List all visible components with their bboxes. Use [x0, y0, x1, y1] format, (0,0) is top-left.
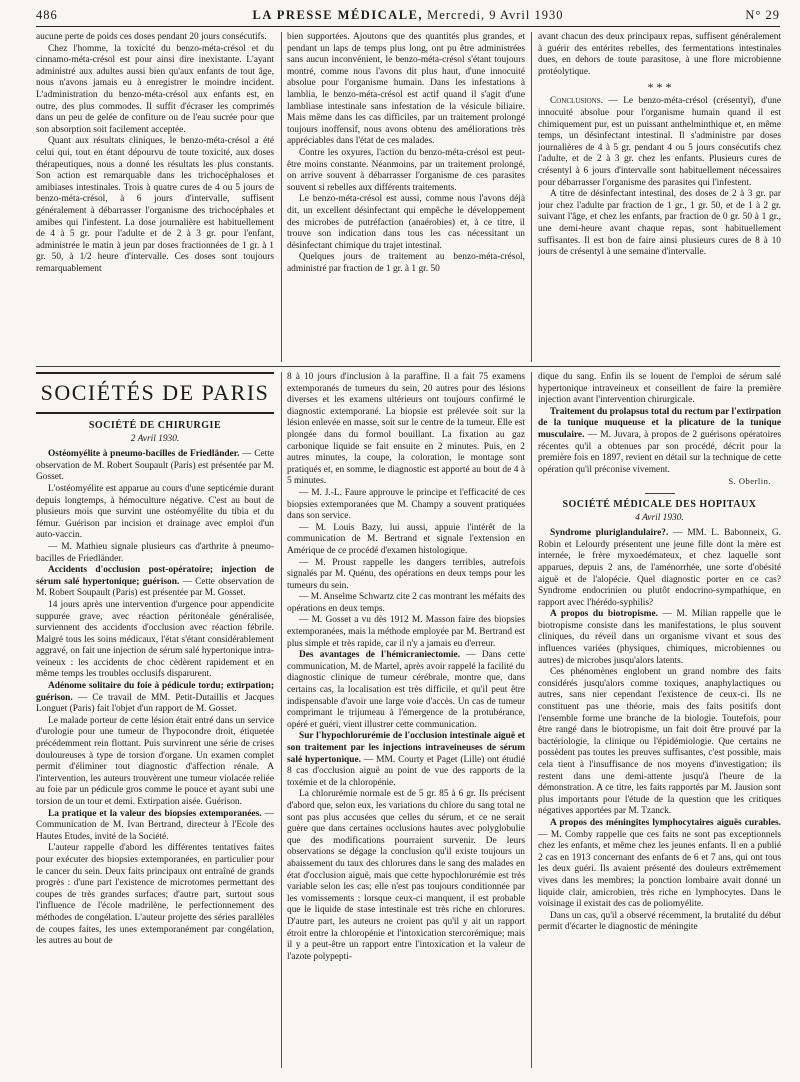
divider	[645, 493, 675, 494]
paragraph: — M. Mathieu signale plusieurs cas d'arthrite à pneumo-bacilles de Friedländer.	[36, 541, 274, 564]
paragraph: aucune perte de poids ces doses pendant 20 jours consécutifs.	[36, 32, 267, 42]
report-paragraph: La pratique et la valeur des biopsies extemporanées. — Communication de M. Ivan Bertrand, directeur à l'Ecole des Hautes Etudes, invité de la Société.	[36, 808, 274, 842]
chirurgie-column	[36, 416, 274, 1068]
column-divider	[531, 372, 532, 1068]
conclusions-text: — Le benzo-méta-crésol (crésentyl), d'une innocuité absolue pour l'organisme humain quand il est chimiquement pur, est un puissant anthelminthique et, en même temps, un désinfectant intestinal. Il s'administre par doses journalières de 4 à 5 gr. pendant 4 ou 5 jours consécutifs chez l'adulte, et de 2 à 3 gr. chez les enfants. Plusieurs cures de crésentyl à 6 jours d'intervalle sont habituellement nécessaires pour débarrasser l'organisme des parasites qui l'infestent.	[538, 96, 781, 188]
page-header	[36, 4, 780, 27]
report-paragraph: Ostéomyélite à pneumo-bacilles de Friedländer. — Cette observation de M. Robert Soupault (Paris) est présentée par M. Gosset.	[36, 449, 274, 483]
column-divider	[531, 32, 532, 362]
paragraph: 14 jours après une intervention d'urgence pour appendicite suppurée grave, avec réaction péritonéale généralisée, surviennent des accidents d'occlusion avec réaction fébrile. Malgré tous les soins médicaux, l'état s'étant considérablement aggravé, on fait une injection de sérum salé hypertonique intra-veineux : les accidents de choc cèdèrent rapidement et en même temps les troubles occlusifs disparurent.	[36, 599, 274, 680]
societes-heading: SOCIÉTÉS DE PARIS	[36, 372, 274, 414]
section-separator-stars: * * *	[647, 80, 672, 95]
article-column-3	[538, 32, 781, 362]
report-paragraph: A propos des méningites lymphocytaires aiguës curables. — M. Comby rappelle que ces faits ne sont pas exceptionnels chez les enfants, et même chez les jeunes enfants. Il en a publié 2 cas en 1913 concernant des enfants de 6 et 7 ans, qui ont tous les deux guéri. Ils avaient présenté des douleurs extrêmement vives dans les membres; la ponction lombaire avait donné un liquide clair, amicrobien, très riche en lymphocytes. Dans le voisinage il existait des cas de poliomyélite.	[538, 817, 781, 910]
report-paragraph: A propos du biotropisme. — M. Milian rappelle que le biotropisme consiste dans les manifestations, le plus souvent cliniques, du réveil dans un organisme vivant et sous des influences variées (physiques, chimiques, microbiennes ou autres) de microbes jusqu'alors latents.	[538, 609, 781, 666]
paragraph: Quant aux résultats cliniques, le benzo-méta-crésol a été celui qui, tout en étant dépourvu de toute toxicité, aux doses thérapeutiques, nous a donné les résultats les plus constants. Son action est remarquable dans les trichocéphaloses et amibiases intestinales. Trois à quatre cures de 4 ou 5 jours de benzo-méta-crésol, à 6 jours d'intervalle, suffisent généralement à débarrasser l'organisme des trichocéphales et amibes qui l'infestent. La dose journalière est habituellement de 4 à 5 gr. pour l'adulte et de 2 à 3 gr. pour l'enfant, administrée le matin à jeun par doses fractionnées de 1 gr. à 1 gr. 50, à 1/2 heure d'intervalle. Ces doses sont toujours remarquablement	[36, 136, 274, 274]
society-title: SOCIÉTÉ MÉDICALE DES HOPITAUX	[562, 498, 757, 510]
paragraph: dique du sang. Enfin ils se louent de l'emploi de sérum salé hypertonique intraveineux et conseillent de faire la première injection avant l'intervention chirurgicale.	[538, 372, 781, 406]
report-heading: Des avantages de l'hémicraniectomie.	[299, 650, 461, 661]
page-number: 486	[36, 8, 58, 22]
paragraph: Contre les oxyures, l'action du benzo-méta-crésol est peut-être moins constante. Néanmoins, par un traitement prolongé, on arrive souvent à débarrasser l'organisme de ces parasites souvent si rebelles aux différents traitements.	[287, 147, 525, 193]
paragraph: — M. Louis Bazy, lui aussi, appuie l'intérêt de la communication de M. Bertrand et signale l'extension en Amérique de ce procédé d'examen histologique.	[287, 522, 525, 556]
paragraph: — M. Gosset a vu dès 1912 M. Masson faire des biopsies extemporanées, mais la méthode employée par M. Bertrand est plus simple et très rapide, car il n'y a jamais eu d'erreur.	[287, 615, 525, 649]
society-title: SOCIÉTÉ DE CHIRURGIE	[88, 420, 222, 431]
conclusions-label: Conclusions.	[550, 96, 603, 107]
column-divider	[281, 32, 282, 362]
paragraph: Le malade porteur de cette lésion était entré dans un service d'urologie pour une tumeur de l'hypocondre droit, étiquetée précédemment rein flottant. Puis survinrent une série de crises douloureuses à type de torsion d'organe. Un examen complet permit d'éliminer tout diagnostic d'affection rénale. A l'intervention, les auteurs trouvèrent une tumeur violacée reliée au foie par un pédicule gros comme le pouce et ayant subi une torsion de un tour et demi. Extirpation aisée. Guérison.	[36, 715, 274, 807]
paragraph: — M. Anselme Schwartz cite 2 cas montrant les méfaits des opérations en deux temps.	[287, 592, 525, 614]
paragraph: A titre de désinfectant intestinal, des doses de 2 à 3 gr. par jour chez l'adulte par fraction de 1 gr., 1 gr. 50, et de 1 à 2 gr. suivant l'âge, et chez les enfants, par fraction de 0 gr. 50 à 1 gr., une demi-heure avant chaque repas, sont habituellement suffisantes. Il est bon de faire ainsi plusieurs cures de 8 à 10 jours de crésentyl à une semaine d'intervalle.	[538, 189, 781, 258]
author-signature: S. Oberlin.	[728, 476, 771, 487]
paragraph: avant chacun des deux principaux repas, suffisent généralement à guérir des entérites rebelles, des fermentations intestinales dues, en dehors de toute parasitose, à une flore microbienne protéolytique.	[538, 32, 781, 77]
column-divider	[281, 372, 282, 1068]
article-column-2	[287, 32, 525, 362]
report-paragraph: Syndrome pluriglandulaire?. — MM. L. Babonneix, G. Robin et Lelourdy présentent une jeune fille dont la mère est internée, le frère myxoedémateux, et chez laquelle sont apparues, depuis 2 ans, de l'aménorrhée, une sorte d'obésité aiguë et de l'alopécie. Quel diagnostic porter en ce cas? Syndrome endocrinien ou plutôt endocrino-sympathique, en rapport avec l'hérédo-syphilis?	[538, 528, 781, 608]
report-heading: Accidents d'occlusion post-opératoire; injection de sérum salé hypertonique; guérison.	[36, 565, 274, 587]
paragraph: L'ostéomyélite est apparue au cours d'une septicémie durant depuis longtemps, à hémoculture négative. C'est au bout de plusieurs mois que survint une ostéomyélite du tibia et du fémur. Guérison par incision et drainage avec emploi d'un auto-vaccin.	[36, 483, 274, 541]
report-heading: Traitement du prolapsus total du rectum par l'extirpation de la tunique muqueuse et la plicature de la tunique musculaire.	[538, 406, 781, 440]
society-date: 2 Avril 1930.	[130, 433, 180, 444]
paragraph: Ces phénomènes englobent un grand nombre des faits considérés jusqu'alors comme toxiques, anaphylactiques ou autres, sans nier cependant l'existence de ceux-ci. Ils ne constituent pas une théorie, mais des faits positifs dont l'ensemble forme une branche de la biologie. Toutefois, pour être rangé dans le biotropisme, un fait doit être prouvé par la bactériologie, la clinique ou l'épidémiologie. Que certains ne possèdent pas toutes les preuves suffisantes, c'est possible, mais cela tient à l'insuffisance de nos moyens d'investigation; ils restent dans une demi-attente jusqu'à l'heure de la démonstration. A ce titre, les faits rapportés par M. Jausion sont plus importants pour l'étude de la question que les critiques négatives apportées par M. Tzanck.	[538, 667, 781, 817]
paragraph: — M. J.-L. Faure approuve le principe et l'efficacité de ces biopsies extemporanées que M. Champy a souvent pratiquées dans son service.	[287, 487, 525, 522]
report-paragraph: Traitement du prolapsus total du rectum par l'extirpation de la tunique muqueuse et la plicature de la tunique musculaire. — M. Juvara, à propos de 2 guérisons opératoires récentes qu'il a obtenues par son procédé, décrit pour la première fois en 1897, revient en détail sur la technique de cette opération qu'il préconise vivement.	[538, 406, 781, 475]
report-heading: Adénome solitaire du foie à pédicule tordu; extirpation; guérison.	[36, 681, 274, 703]
hopitaux-column	[538, 372, 781, 1068]
report-heading: Sur l'hypochlorurémie de l'occlusion intestinale aiguë et son traitement par les injections intraveineuses de sérum salé hypertonique.	[287, 731, 525, 765]
report-paragraph: Accidents d'occlusion post-opératoire; injection de sérum salé hypertonique; guérison. — Cette observation de M. Robert Soupault (Paris) est présentée par M. Gosset.	[36, 565, 274, 599]
report-paragraph: Des avantages de l'hémicraniectomie. — Dans cette communication, M. de Martel, après avoir rappelé la facilité du diagnostic clinique de tumeur cérébrale, montre que, dans certains cas, la localisation est très difficile, et qu'il peut être indispensable d'avoir une large voie d'accès. Un cas de tumeur comprimant le trijumeau à l'émergence de la protubérance, opéré et guéri, vient illustrer cette communication.	[287, 650, 525, 730]
paragraph: Le benzo-méta-crésol est aussi, comme nous l'avons déjà dit, un excellent désinfectant qui empêche le développement des microbes de putréfaction (anaérobies) et, à ce titre, il trouve son indication dans tous les cas nécessitant un désinfectant chimique du trajet intestinal.	[287, 194, 525, 251]
journal-title	[36, 8, 780, 23]
article-column-1	[36, 32, 274, 362]
paragraph: Quelques jours de traitement au benzo-méta-crésol, administré par fraction de 1 gr. à 1 gr. 50	[287, 252, 525, 274]
paragraph: L'auteur rappelle d'abord les différentes tentatives faites pour exécuter des biopsies extemporanées, en particulier pour le cancer du sein. Deux faits principaux ont entraîné de grands progrès : d'une part l'existence de microtomes permettant des coupes de très grandes surfaces; d'autre part, surtout sous l'influence de l'école madrilène, le perfectionnement des méthodes de congélation. L'auteur projette des séries parallèles de coupes faites, les unes extemporanément par congélation, les autres au bout de	[36, 843, 274, 947]
paragraph: La chlorurémie normale est de 5 gr. 85 à 6 gr. Ils précisent d'abord que, selon eux, les variations du chlore du sang total ne sont pas plus accusées que celles du sérum, et ce ne serait guère que dans certaines occlusions hautes avec polyglobulie que des modifications pourraient survenir. De leurs observations se dégage la conclusion qu'il existe toujours un abaissement du taux des chlorures dans le sang des malades en état d'occlusion aiguë, mais que cette hypochlorurémie est très variable selon les cas; elle n'est pas toujours conditionnée par les vomissements : lorsque ceux-ci manquent, il est probable que le liquide de stase intestinale est très riche en chlorures. D'autre part, les auteurs ne croient pas qu'il y ait un rapport étroit entre la chloropénie et l'intoxication stercorémique; mais il y a peut-être un rapport entre l'intoxication et la valeur de l'azote polypepti-	[287, 789, 525, 962]
report-heading: A propos des méningites lymphocytaires aiguës curables.	[550, 817, 781, 828]
issue-date: Mercredi, 9 Avril 1930	[427, 8, 564, 22]
report-heading: A propos du biotropisme.	[550, 609, 658, 620]
section-divider	[36, 366, 780, 367]
society-date: 4 Avril 1930.	[635, 512, 684, 523]
report-heading: La pratique et la valeur des biopsies extemporanées.	[48, 808, 262, 819]
paragraph: bien supportées. Ajoutons que des quantités plus grandes, et pendant un laps de temps plus long, ont pu être administrées sans aucun inconvénient, le benzo-méta-crésol s'étant toujours montré, comme nous l'avons dit plus haut, d'une innocuité absolue pour l'organisme humain. Dans les infestations à lamblia, le benzo-méta-crésol est actif quand il s'agit d'une lambliase intestinale sans infestation de la vésicule biliaire. Mais même dans les cas difficiles, par un traitement prolongé toujours inoffensif, nous avons obtenu des améliorations très appréciables dans l'état de ces malades.	[287, 32, 525, 147]
paragraph: Chez l'homme, la toxicité du benzo-méta-crésol et du cinnamo-méta-crésol est pour ainsi dire inexistante. L'ayant administré aux adultes aussi bien qu'aux enfants de tout âge, nous n'avons jamais eu à enregistrer le moindre incident. L'administration du benzo-méta-crésol aux enfants est, en outre, des plus commodes. Il suffit d'écraser les comprimés dans un peu de gelée de confiture ou de l'eau sucrée pour que son absorption soit facilement acceptée.	[36, 43, 274, 135]
report-paragraph: Adénome solitaire du foie à pédicule tordu; extirpation; guérison. — Ce travail de MM. Petit-Dutaillis et Jacques Longuet (Paris) fait l'objet d'un rapport de M. Gosset.	[36, 681, 274, 715]
paragraph: — M. Proust rappelle les dangers terribles, autrefois signalés par M. Quénu, des opérations en deux temps pour les tumeurs du sein.	[287, 557, 525, 591]
issue-number: N° 29	[745, 8, 780, 22]
conclusions-paragraph	[538, 96, 781, 189]
report-heading: Ostéomyélite à pneumo-bacilles de Friedländer.	[48, 449, 240, 460]
paragraph: Dans un cas, qu'il a observé récemment, la brutalité du début permit d'écarter le diagnostic de méningite	[538, 910, 781, 933]
journal-name: LA PRESSE MÉDICALE,	[252, 8, 424, 22]
paragraph: 8 à 10 jours d'inclusion à la paraffine. Il a fait 75 examens extemporanés de tumeurs du sein, 20 autres pour des lésions diverses et les examens ultérieurs ont toujours confirmé le diagnostic extemporané. La biopsie est prélevée soit sur la lésion enlevée en masse, soit sur le centre de la tumeur. Elle est plongée dans du formol bouillant. La fixation au gaz carbonique liquide se fait ensuite en 2 minutes. Puis, en 2 autres minutes, la coupe, la coloration, le montage sont pratiqués et, en somme, le diagnostic est apporté au bout de 4 à 5 minutes.	[287, 372, 525, 487]
report-paragraph: Sur l'hypochlorurémie de l'occlusion intestinale aiguë et son traitement par les injections intraveineuses de sérum salé hypertonique. — MM. Courty et Paget (Lille) ont étudié 8 cas d'occlusion aiguë au point de vue des rapports de la toxémie et de la chloropénie.	[287, 731, 525, 788]
report-heading: Syndrome pluriglandulaire?.	[550, 528, 669, 539]
chirurgie-column-continued	[287, 372, 525, 1068]
